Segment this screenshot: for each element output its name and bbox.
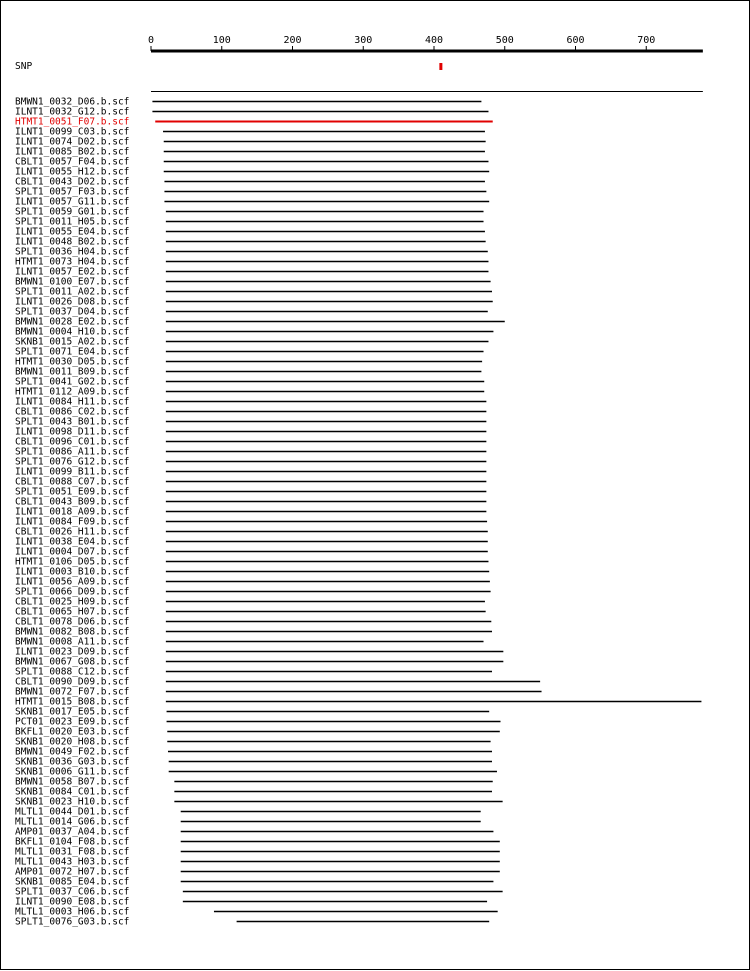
read-label[interactable]: BMWN1_0100_E07.b.scf <box>15 276 130 288</box>
scale-tick-label: 700 <box>637 35 656 46</box>
read-label[interactable]: MLTL1_0044_D01.b.scf <box>15 806 130 818</box>
read-label[interactable]: SKNB1_0085_E04.b.scf <box>15 876 130 888</box>
read-label[interactable]: BMWN1_0058_B07.b.scf <box>15 776 130 788</box>
read-label[interactable]: MLTL1_0003_H06.b.scf <box>15 906 130 918</box>
read-label[interactable]: BMWN1_0011_B09.b.scf <box>15 366 130 378</box>
read-label[interactable]: SPLT1_0071_E04.b.scf <box>15 346 130 358</box>
read-label[interactable]: SPLT1_0088_C12.b.scf <box>15 666 130 678</box>
read-label[interactable]: BMWN1_0082_B08.b.scf <box>15 626 130 638</box>
read-label[interactable]: ILNT1_0003_B10.b.scf <box>15 566 130 578</box>
read-label[interactable]: SPLT1_0059_G01.b.scf <box>15 206 130 218</box>
read-label[interactable]: ILNT1_0023_D09.b.scf <box>15 646 130 658</box>
read-label[interactable]: SPLT1_0011_H05.b.scf <box>15 216 130 228</box>
scale-tick-label: 200 <box>283 35 302 46</box>
read-label[interactable]: CBLT1_0043_D02.b.scf <box>15 176 130 188</box>
read-label[interactable]: HTMT1_0073_H04.b.scf <box>15 256 130 268</box>
read-label[interactable]: BMWN1_0072_F07.b.scf <box>15 686 130 698</box>
read-label[interactable]: HTMT1_0112_A09.b.scf <box>15 386 130 398</box>
read-label[interactable]: CBLT1_0096_C01.b.scf <box>15 436 130 448</box>
read-label[interactable]: BMWN1_0067_G08.b.scf <box>15 656 130 668</box>
read-label[interactable]: BMWN1_0032_D06.b.scf <box>15 96 130 108</box>
read-label[interactable]: BMWN1_0004_H10.b.scf <box>15 326 130 338</box>
snp-label: SNP <box>15 61 33 72</box>
read-label[interactable]: BMWN1_0028_E02.b.scf <box>15 316 130 328</box>
read-label[interactable]: ILNT1_0074_D02.b.scf <box>15 136 130 148</box>
read-label[interactable]: SPLT1_0051_E09.b.scf <box>15 486 130 498</box>
scale-tick-label: 600 <box>566 35 585 46</box>
read-label[interactable]: CBLT1_0025_H09.b.scf <box>15 596 130 608</box>
read-label[interactable]: ILNT1_0004_D07.b.scf <box>15 546 130 558</box>
read-label[interactable]: SPLT1_0066_D09.b.scf <box>15 586 130 598</box>
scale-tick-label: 500 <box>495 35 514 46</box>
read-label[interactable]: MLTL1_0014_G06.b.scf <box>15 816 130 828</box>
read-label[interactable]: AMP01_0037_A04.b.scf <box>15 826 130 838</box>
read-label[interactable]: ILNT1_0055_H12.b.scf <box>15 166 130 178</box>
read-label[interactable]: ILNT1_0090_E08.b.scf <box>15 896 130 908</box>
read-label[interactable]: HTMT1_0051_F07.b.scf <box>15 116 130 128</box>
snp-marker <box>439 63 442 70</box>
read-alignment-diagram <box>1 1 750 971</box>
read-label[interactable]: ILNT1_0098_D11.b.scf <box>15 426 130 438</box>
read-label[interactable]: SPLT1_0076_G12.b.scf <box>15 456 130 468</box>
read-label[interactable]: SPLT1_0037_C06.b.scf <box>15 886 130 898</box>
read-label[interactable]: CBLT1_0090_D09.b.scf <box>15 676 130 688</box>
read-label[interactable]: SKNB1_0006_G11.b.scf <box>15 766 130 778</box>
read-label[interactable]: SPLT1_0011_A02.b.scf <box>15 286 130 298</box>
read-label[interactable]: SKNB1_0023_H10.b.scf <box>15 796 130 808</box>
read-label[interactable]: PCT01_0023_E09.b.scf <box>15 716 130 728</box>
read-label[interactable]: ILNT1_0032_G12.b.scf <box>15 106 130 118</box>
read-label[interactable]: SPLT1_0086_A11.b.scf <box>15 446 130 458</box>
scale-tick-label: 0 <box>147 35 155 46</box>
read-label[interactable]: CBLT1_0065_H07.b.scf <box>15 606 130 618</box>
read-label[interactable]: ILNT1_0055_E04.b.scf <box>15 226 130 238</box>
read-label[interactable]: SKNB1_0015_A02.b.scf <box>15 336 130 348</box>
read-label[interactable]: ILNT1_0026_D08.b.scf <box>15 296 130 308</box>
read-label[interactable]: HTMT1_0030_D05.b.scf <box>15 356 130 368</box>
read-label[interactable]: CBLT1_0043_B09.b.scf <box>15 496 130 508</box>
read-label[interactable]: BKFL1_0104_F08.b.scf <box>15 836 130 848</box>
read-label[interactable]: BMWN1_0049_F02.b.scf <box>15 746 130 758</box>
read-label[interactable]: SKNB1_0020_H08.b.scf <box>15 736 130 748</box>
read-label[interactable]: HTMT1_0015_B08.b.scf <box>15 696 130 708</box>
read-label[interactable]: HTMT1_0106_D05.b.scf <box>15 556 130 568</box>
read-label[interactable]: ILNT1_0056_A09.b.scf <box>15 576 130 588</box>
read-label[interactable]: CBLT1_0057_F04.b.scf <box>15 156 130 168</box>
read-label[interactable]: SPLT1_0036_H04.b.scf <box>15 246 130 258</box>
read-label[interactable]: CBLT1_0088_C07.b.scf <box>15 476 130 488</box>
read-label[interactable]: ILNT1_0084_F09.b.scf <box>15 516 130 528</box>
read-label[interactable]: SKNB1_0084_C01.b.scf <box>15 786 130 798</box>
read-label[interactable]: SPLT1_0041_G02.b.scf <box>15 376 130 388</box>
read-label[interactable]: SKNB1_0036_G03.b.scf <box>15 756 130 768</box>
scale-tick-label: 400 <box>424 35 444 46</box>
read-label[interactable]: ILNT1_0057_G11.b.scf <box>15 196 130 208</box>
read-label[interactable]: ILNT1_0085_B02.b.scf <box>15 146 130 158</box>
read-label[interactable]: ILNT1_0018_A09.b.scf <box>15 506 130 518</box>
read-label[interactable]: AMP01_0072_H07.b.scf <box>15 866 130 878</box>
read-label[interactable]: ILNT1_0099_C03.b.scf <box>15 126 130 138</box>
read-label[interactable]: ILNT1_0084_H11.b.scf <box>15 396 130 408</box>
read-label[interactable]: ILNT1_0099_B11.b.scf <box>15 466 130 478</box>
read-label[interactable]: SKNB1_0017_E05.b.scf <box>15 706 130 718</box>
read-label[interactable]: ILNT1_0048_B02.b.scf <box>15 236 130 248</box>
read-label[interactable]: CBLT1_0078_D06.b.scf <box>15 616 130 628</box>
scale-tick-label: 300 <box>354 35 373 46</box>
read-label[interactable]: ILNT1_0038_E04.b.scf <box>15 536 130 548</box>
read-label[interactable]: BMWN1_0008_A11.b.scf <box>15 636 130 648</box>
read-label[interactable]: SPLT1_0037_D04.b.scf <box>15 306 130 318</box>
read-label[interactable]: CBLT1_0026_H11.b.scf <box>15 526 130 538</box>
read-label[interactable]: SPLT1_0057_F03.b.scf <box>15 186 130 198</box>
read-label[interactable]: ILNT1_0057_E02.b.scf <box>15 266 130 278</box>
scale-tick-label: 100 <box>212 35 231 46</box>
read-label[interactable]: BKFL1_0020_E03.b.scf <box>15 726 130 738</box>
read-label[interactable]: CBLT1_0086_C02.b.scf <box>15 406 130 418</box>
read-label[interactable]: MLTL1_0043_H03.b.scf <box>15 856 130 868</box>
read-label[interactable]: SPLT1_0076_G03.b.scf <box>15 916 130 928</box>
read-label[interactable]: MLTL1_0031_F08.b.scf <box>15 846 130 858</box>
read-label[interactable]: SPLT1_0043_B01.b.scf <box>15 416 130 428</box>
